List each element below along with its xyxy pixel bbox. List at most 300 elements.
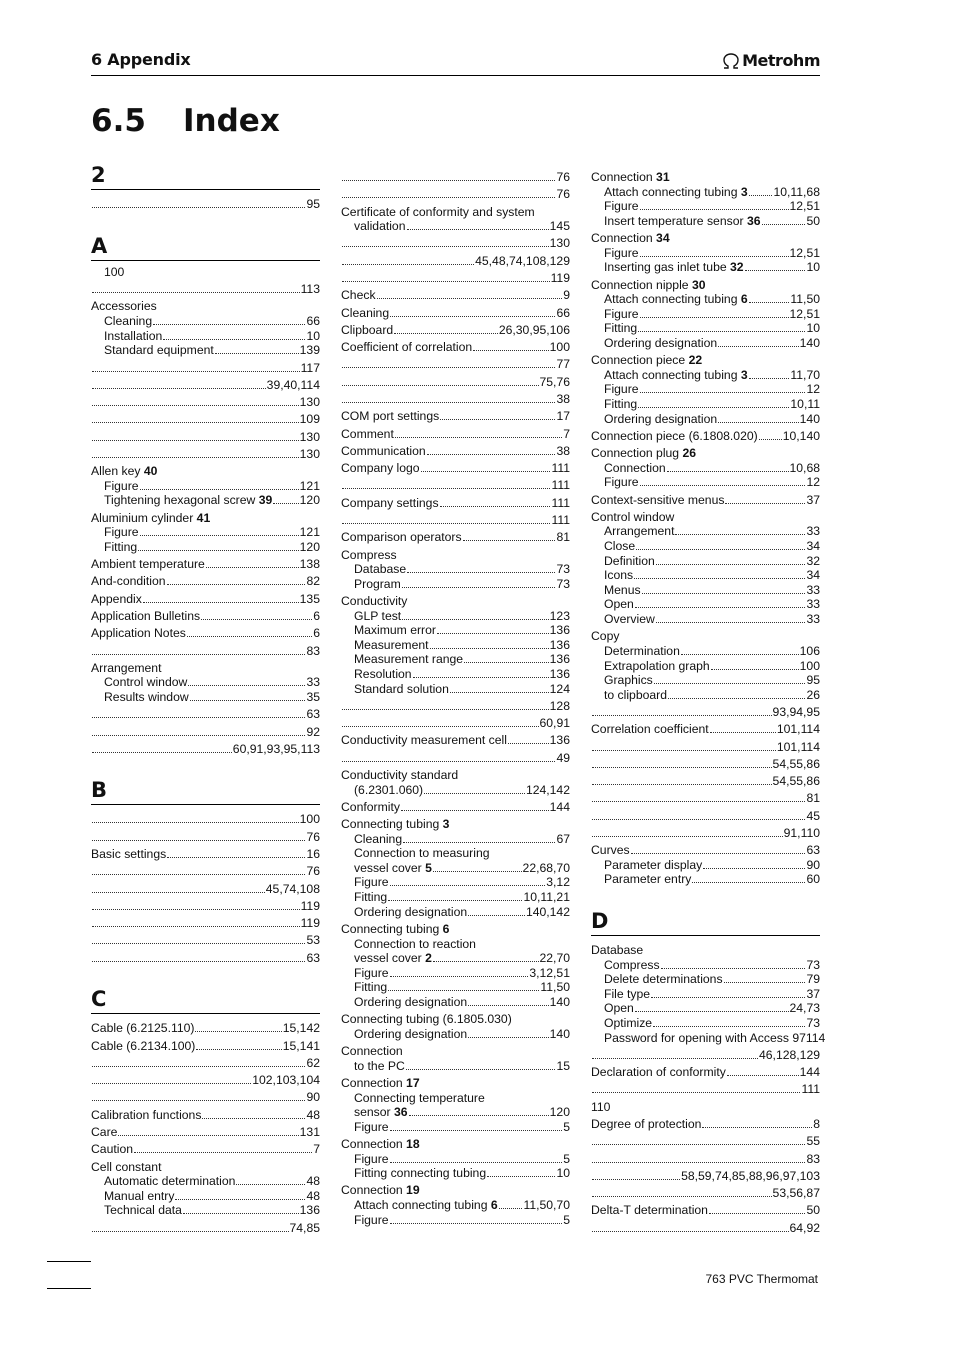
page-reference: 10 [556,1166,570,1181]
index-entry [341,236,570,251]
page-reference: 136 [549,637,570,652]
page-reference: 55 [806,1134,820,1149]
index-term: Control window [104,675,188,690]
index-item-number: 2 [425,951,432,966]
index-term: Degree of protection [591,1116,702,1131]
omega-icon [722,53,740,69]
page-reference: 7 [313,1142,320,1157]
dot-leader [342,488,550,489]
index-term: Arrangement [604,524,675,539]
index-term: to clipboard [604,687,668,702]
index-term: Open [604,597,634,612]
dot-leader [163,339,305,340]
dot-leader [407,229,549,230]
page-reference: 120 [299,493,320,508]
index-term: Conformity [341,799,400,814]
dot-leader [92,422,299,423]
index-term: Connecting tubing 6 [341,921,450,936]
page-reference: 106 [799,643,820,658]
index-term: Correlation coefficient [591,722,709,737]
page-reference: 136 [549,666,570,681]
index-term: Application Bulletins [91,609,201,623]
index-term: to the PC [354,1058,405,1073]
page-reference: 33 [806,597,820,612]
index-entry [591,972,820,987]
dot-leader [749,302,790,303]
index-term: Context-sensitive menus [591,492,725,507]
index-entry [341,922,570,937]
dot-leader [118,1135,298,1136]
dot-leader [656,622,806,623]
index-term: Figure [104,525,139,540]
page-reference: 111 [551,512,570,527]
index-entry [591,597,820,612]
page-reference: 26,30,95,106 [498,322,570,337]
dot-leader [402,619,548,620]
index-term: Compress [604,957,660,972]
index-entry [591,791,820,806]
dot-leader [140,489,299,490]
index-entry [91,1090,320,1105]
page-reference: 10,11,68 [773,184,820,199]
dot-leader [592,750,776,751]
index-entry [341,817,570,832]
index-entry [91,1142,320,1157]
dot-leader [681,654,799,655]
index-term: Optimize [604,1015,653,1030]
page-reference: 12,51 [789,306,820,321]
dot-leader [592,784,772,785]
index-term: Standard solution [354,681,449,696]
index-entry [591,199,820,214]
page-reference: 33 [306,675,320,690]
dot-leader [175,1199,305,1200]
index-entry [591,740,820,755]
dot-leader [407,572,555,573]
index-entry [591,321,820,336]
page-reference: 48 [306,1188,320,1203]
dot-leader [592,801,805,802]
page-reference: 144 [549,799,570,814]
index-term: Curves [591,843,630,858]
index-term: Connection 34 [591,231,670,246]
dot-leader [636,549,805,550]
index-term: Open [604,1001,634,1016]
index-term: Figure [354,1151,389,1166]
page-reference: 139 [299,343,320,358]
index-entry [591,1221,820,1236]
index-entry [91,609,320,624]
index-entry [341,254,570,269]
index-term: GLP test [354,608,402,623]
index-entry [341,905,570,920]
dot-leader [388,900,522,901]
index-term: Cable (6.2134.100) [91,1038,196,1053]
index-entry [591,1030,826,1046]
page-reference: 62 [306,1055,320,1070]
page-reference: 82 [306,574,320,589]
dot-leader [592,1196,772,1197]
index-term: Figure [104,478,139,493]
index-entry [91,847,320,862]
index-item-number: 3 [740,367,748,382]
index-entry [341,1152,570,1167]
dot-leader [92,388,266,389]
index-item-number: 5 [425,860,432,875]
dot-leader [342,281,550,282]
page-reference: 50 [806,1203,820,1218]
index-entry [591,260,820,275]
dot-leader [749,195,773,196]
dot-leader [143,602,299,603]
page-reference: 140 [799,411,820,426]
page-reference: 140 [549,1026,570,1041]
index-term: Delta-T determination [591,1203,708,1218]
index-entry [591,722,820,737]
index-entry [591,757,820,772]
page-reference: 64,92 [789,1220,820,1235]
page-reference: 11,50 [540,980,570,995]
page-reference: 138 [299,557,320,572]
index-term: Cable (6.2125.110) [91,1021,195,1036]
index-entry [91,412,320,427]
page-reference: 110 [591,1099,611,1114]
page-reference: 128 [549,698,570,713]
index-entry [591,1048,820,1063]
index-entry [591,493,820,508]
index-entry [591,353,820,368]
dot-leader [201,619,312,620]
dot-leader [342,761,555,762]
page-reference: 54,55,86 [772,774,820,789]
dot-leader [342,523,550,524]
page-reference: 63 [306,950,320,965]
page-reference: 111 [801,1082,820,1097]
index-entry [341,1166,570,1181]
page-reference: 76 [556,170,570,184]
index-letter-heading: D [591,909,820,936]
index-term: Connection piece (6.1808.020) [591,428,758,443]
page-reference: 100 [799,658,820,673]
index-entry [341,1198,570,1213]
index-term: Coefficient of correlation [341,340,473,355]
dot-leader [390,976,529,977]
index-term: vessel cover 5 [354,860,432,875]
dot-leader [762,224,806,225]
index-entry [591,1001,820,1016]
index-entry [591,307,820,322]
page-reference: 140 [799,335,820,350]
index-entry [91,540,320,555]
dot-leader [440,419,555,420]
page-reference: 102,103,104 [252,1073,320,1088]
index-entry [591,382,820,397]
index-entry [91,690,320,705]
index-term: Figure [604,475,639,490]
index-entry [341,699,570,714]
dot-leader [675,534,805,535]
index-term: Conductivity [341,593,408,608]
index-entry [591,185,820,200]
page-reference: 15,141 [282,1038,320,1053]
index-entry [591,231,820,246]
index-entry [341,1213,570,1228]
index-term: Database [591,943,644,957]
index-entry [91,592,320,607]
dot-leader [440,506,551,507]
index-entry [341,530,570,545]
index-entry [91,626,320,641]
dot-leader [167,857,305,858]
index-entry [91,282,320,297]
index-entry [341,716,570,731]
index-term: Attach connecting tubing 3 [604,184,748,199]
page-reference: 33 [806,524,820,539]
dot-leader [463,540,556,541]
page-reference: 37 [806,492,820,507]
dot-leader [640,209,789,210]
index-entry [591,1082,820,1097]
index-entry [591,1100,820,1115]
dot-leader [92,654,305,655]
index-entry [341,513,570,528]
index-term: (6.2301.060) [354,782,424,797]
index-entry [591,809,820,824]
index-entry [341,951,570,966]
index-item-number: 36 [393,1105,408,1120]
page-reference: 81 [806,791,820,806]
dot-leader [196,1049,281,1050]
section-name: Index [183,103,280,139]
index-entry [341,375,570,390]
index-entry [341,1105,570,1120]
page-reference: 16 [306,847,320,862]
index-entry [91,574,320,589]
dot-leader [634,578,805,579]
dot-leader [499,1208,523,1209]
index-entry [341,861,570,876]
index-term: Clipboard [341,322,394,337]
index-term: Graphics [604,673,653,688]
index-term: Conductivity standard [341,767,459,782]
page-reference: 83 [306,643,320,658]
index-term: Connection 18 [341,1137,420,1151]
dot-leader [183,1213,299,1214]
index-entry [591,568,820,583]
index-item-number: 41 [196,510,211,525]
index-entry [341,875,570,890]
page-reference: 130 [299,395,320,410]
index-term: Automatic determination [104,1174,236,1189]
index-term: Connecting tubing (6.1805.030) [341,1012,512,1027]
dot-leader [468,915,525,916]
dot-leader [188,685,305,686]
dot-leader [390,1223,563,1224]
dot-leader [342,726,539,727]
dot-leader [749,378,790,379]
page-reference: 48 [306,1107,320,1122]
index-entry [591,446,820,461]
index-term: Attach connecting tubing 6 [604,292,748,307]
index-entry [341,392,570,407]
index-term: Menus [604,582,641,597]
index-entry [591,292,820,307]
dot-leader [92,909,300,910]
dot-leader [92,405,299,406]
index-term: Cleaning [354,831,403,846]
index-entry [91,1039,320,1054]
footer-rule [47,1288,91,1289]
index-term: Comparison operators [341,530,462,545]
dot-leader [413,677,549,678]
index-entry [91,479,320,494]
dot-leader [668,698,805,699]
page-reference: 117 [300,360,320,375]
index-term: Measurement range [354,652,464,667]
index-term: Figure [354,965,389,980]
index-term: Certificate of conformity and system [341,204,535,219]
index-entry [591,246,820,261]
dot-leader [92,926,300,927]
dot-leader [725,503,805,504]
page-reference: 91,110 [783,825,820,840]
page-reference: 10,11,21 [523,890,570,905]
page-reference: 5 [563,1119,570,1134]
page-reference: 12 [806,475,820,490]
index-entry [91,430,320,445]
index-entry [91,1108,320,1123]
index-term: Standard equipment [104,343,214,358]
index-term: File type [604,986,651,1001]
dot-leader [468,1037,549,1038]
index-entry [341,340,570,355]
dot-leader [409,1115,549,1116]
page-reference: 6 [313,626,320,641]
page-reference: 63 [306,707,320,722]
dot-leader [727,1075,799,1076]
index-term: Connecting tubing 3 [341,817,450,832]
dot-leader [592,715,772,716]
dot-leader [592,1092,800,1093]
page-reference: 136 [549,623,570,638]
dot-leader [592,1144,805,1145]
page-reference: 93,94,95 [772,704,820,719]
page-reference: 90 [306,1090,320,1105]
index-item-number: 19 [406,1183,420,1198]
index-entry [91,265,320,280]
index-entry [591,987,820,1002]
index-entry [91,864,320,879]
index-term: Figure [354,875,389,890]
index-entry [341,682,570,697]
page-reference: 101,114 [776,722,820,737]
page-reference: 76 [556,187,570,202]
page-reference: 73 [556,562,570,577]
index-entry [341,1027,570,1042]
page-reference: 50 [806,213,820,228]
index-term: Figure [604,245,639,260]
dot-leader [187,636,312,637]
page-reference: 135 [299,591,320,606]
index-term: Overview [604,612,655,627]
index-term: 100 [104,264,125,279]
index-term: COM port settings [341,409,440,424]
dot-leader [635,607,806,608]
page-reference: 5 [563,1212,570,1227]
dot-leader [342,197,555,198]
index-entry [91,644,320,659]
dot-leader [421,471,551,472]
index-entry [591,872,820,887]
index-term: Figure [354,1212,389,1227]
dot-leader [167,584,306,585]
section-title [91,103,280,139]
logo-text: Metrohm [742,51,820,70]
index-column-2 [341,170,570,1230]
index-term: Connection [604,460,666,475]
metrohm-logo [722,51,820,70]
dot-leader [92,717,305,718]
index-term: Parameter display [604,857,703,872]
page-reference: 92 [306,724,320,739]
dot-leader [92,943,305,944]
index-entry [341,427,570,442]
dot-leader [759,439,782,440]
dot-leader [592,819,805,820]
dot-leader [92,1231,289,1232]
index-term: Caution [91,1142,134,1157]
page-reference: 136 [549,733,570,748]
index-item-number: 31 [656,170,670,184]
dot-leader [592,1162,805,1163]
index-entry [591,1186,820,1201]
page-reference: 45 [806,808,820,823]
index-entry [341,577,570,592]
index-term: Figure [354,1119,389,1134]
dot-leader [153,324,305,325]
index-entry [341,638,570,653]
dot-leader [592,836,783,837]
dot-leader [206,567,299,568]
index-term: Connection [341,1044,403,1059]
page-reference: 120 [549,1105,570,1120]
dot-leader [390,1162,563,1163]
index-term: Insert temperature sensor 36 [604,213,761,228]
index-entry [591,1016,820,1031]
dot-leader [656,564,806,565]
index-entry [591,336,820,351]
dot-leader [273,503,298,504]
dot-leader [92,440,299,441]
footer-rule [47,1261,91,1262]
dot-leader [92,752,232,753]
page-reference: 10 [806,260,820,275]
dot-leader [653,1026,805,1027]
index-term: Connecting temperature [354,1090,485,1105]
dot-leader [692,882,805,883]
index-entry [591,612,820,627]
index-term: Connection to reaction [354,936,476,951]
dot-leader [631,853,806,854]
index-entry [341,461,570,476]
page-reference: 53,56,87 [772,1186,820,1201]
page-reference: 81 [556,530,570,545]
index-entry [341,890,570,905]
page-reference: 101,114 [776,739,820,754]
page-reference: 9 [563,288,570,303]
index-term: Database [354,562,407,577]
dot-leader [342,367,555,368]
